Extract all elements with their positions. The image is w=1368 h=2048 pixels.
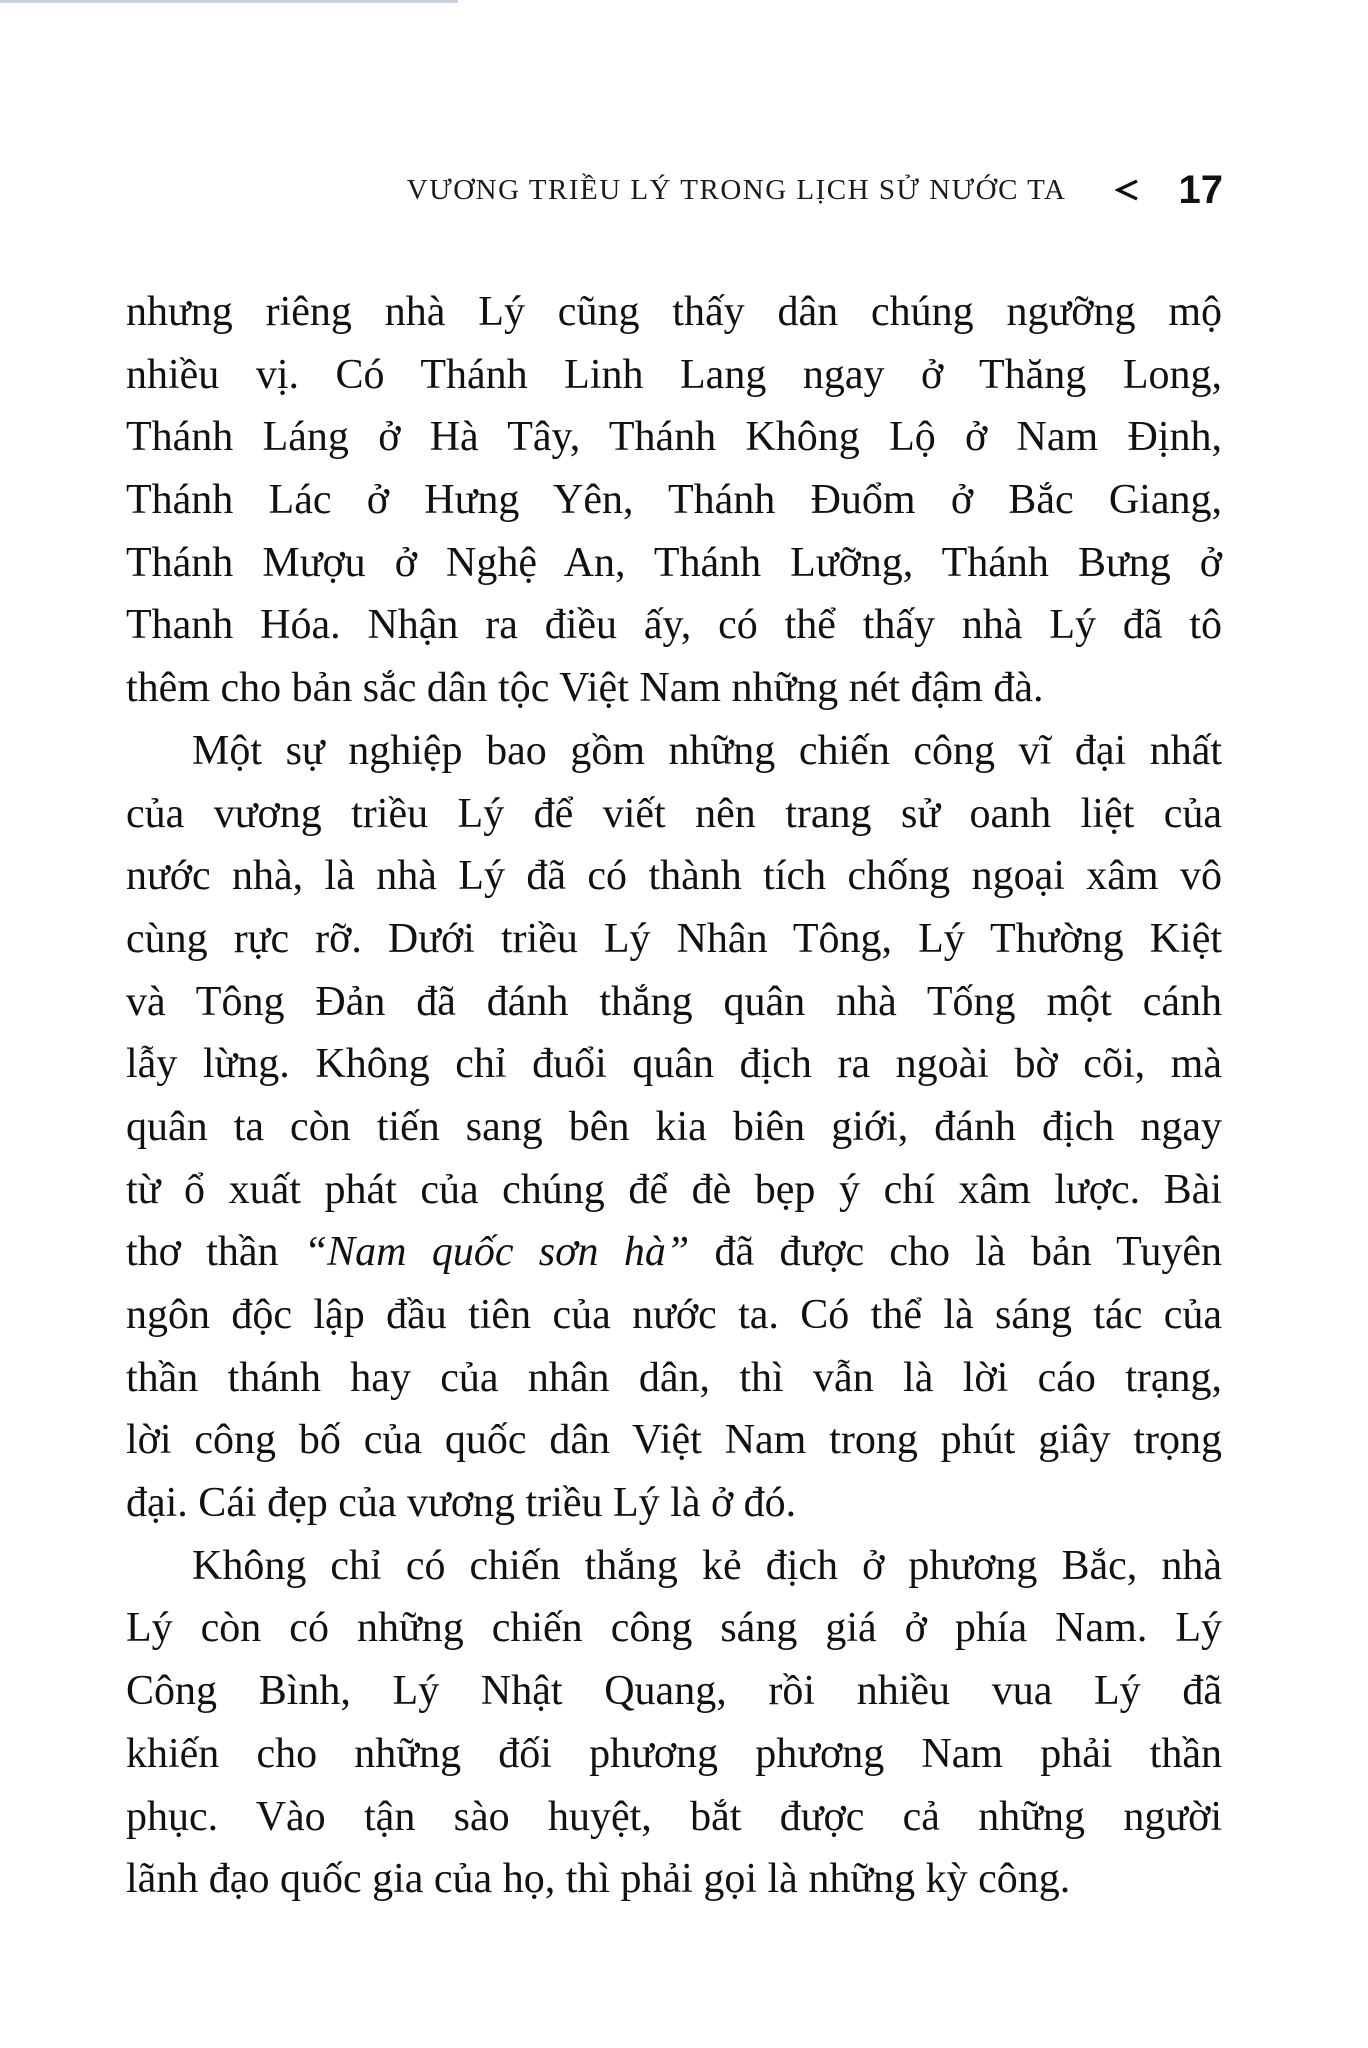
text-line: thần thánh hay của nhân dân, thì vẫn là lời cáo trạng,: [126, 1354, 1222, 1401]
left-angle-mark-icon: [1115, 179, 1139, 201]
running-title: VƯƠNG TRIỀU LÝ TRONG LỊCH SỬ NƯỚC TA: [406, 173, 1067, 206]
text-line: khiến cho những đối phương phương Nam phải thần: [126, 1730, 1222, 1777]
text-line: lời công bố của quốc dân Việt Nam trong phút giây trọng: [126, 1417, 1222, 1464]
text-line: ngôn độc lập đầu tiên của nước ta. Có thể là sáng tác của: [126, 1292, 1222, 1338]
text-line: Công Bình, Lý Nhật Quang, rồi nhiều vua Lý đã: [126, 1668, 1222, 1715]
paragraph-1: [126, 281, 1222, 720]
text-fragment: đã được cho là bản Tuyên: [689, 1229, 1222, 1276]
text-line: Thánh Láng ở Hà Tây, Thánh Không Lộ ở Nam Định,: [126, 414, 1222, 461]
text-line: Thanh Hóa. Nhận ra điều ấy, có thể thấy nhà Lý đã tô: [126, 602, 1222, 649]
text-line-with-poem-title: [126, 1221, 1222, 1284]
text-line: Lý còn có những chiến công sáng giá ở phía Nam. Lý: [126, 1605, 1222, 1652]
page-number: 17: [1178, 167, 1223, 212]
text-line: Không chỉ có chiến thắng kẻ địch ở phương Bắc, nhà: [192, 1542, 1222, 1589]
paragraph-2: [126, 720, 1222, 1535]
text-line: lẫy lừng. Không chỉ đuổi quân địch ra ngoài bờ cõi, mà: [126, 1041, 1222, 1088]
text-line: quân ta còn tiến sang bên kia biên giới, đánh địch ngay: [126, 1103, 1222, 1150]
text-line: phục. Vào tận sào huyệt, bắt được cả những người: [126, 1793, 1222, 1840]
text-line: nước nhà, là nhà Lý đã có thành tích chống ngoại xâm vô: [126, 853, 1222, 900]
paragraph-3: [126, 1535, 1222, 1911]
top-edge-rule: [0, 0, 458, 3]
poem-title: “Nam quốc sơn hà”: [303, 1229, 690, 1276]
text-line: nhiều vị. Có Thánh Linh Lang ngay ở Thăng Long,: [126, 351, 1222, 398]
text-line: của vương triều Lý để viết nên trang sử oanh liệt của: [126, 790, 1222, 837]
text-line: từ ổ xuất phát của chúng để đè bẹp ý chí xâm lược. Bài: [126, 1166, 1222, 1213]
text-line: Thánh Lác ở Hưng Yên, Thánh Đuổm ở Bắc Giang,: [126, 477, 1222, 524]
text-line: lãnh đạo quốc gia của họ, thì phải gọi là những kỳ công.: [126, 1856, 1071, 1903]
text-line: và Tông Đản đã đánh thắng quân nhà Tống một cánh: [126, 978, 1222, 1025]
body-text: [126, 281, 1222, 1911]
text-line: Một sự nghiệp bao gồm những chiến công vĩ đại nhất: [192, 727, 1222, 774]
text-line: cùng rực rỡ. Dưới triều Lý Nhân Tông, Lý Thường Kiệt: [126, 915, 1222, 962]
text-fragment: thơ thần: [126, 1229, 304, 1276]
text-line: nhưng riêng nhà Lý cũng thấy dân chúng ngưỡng mộ: [126, 289, 1222, 335]
text-line: thêm cho bản sắc dân tộc Việt Nam những nét đậm đà.: [126, 665, 1044, 712]
text-line: Thánh Mượu ở Nghệ An, Thánh Lưỡng, Thánh Bưng ở: [126, 539, 1222, 586]
text-line: đại. Cái đẹp của vương triều Lý là ở đó.: [126, 1480, 797, 1527]
running-header: [310, 160, 1223, 220]
